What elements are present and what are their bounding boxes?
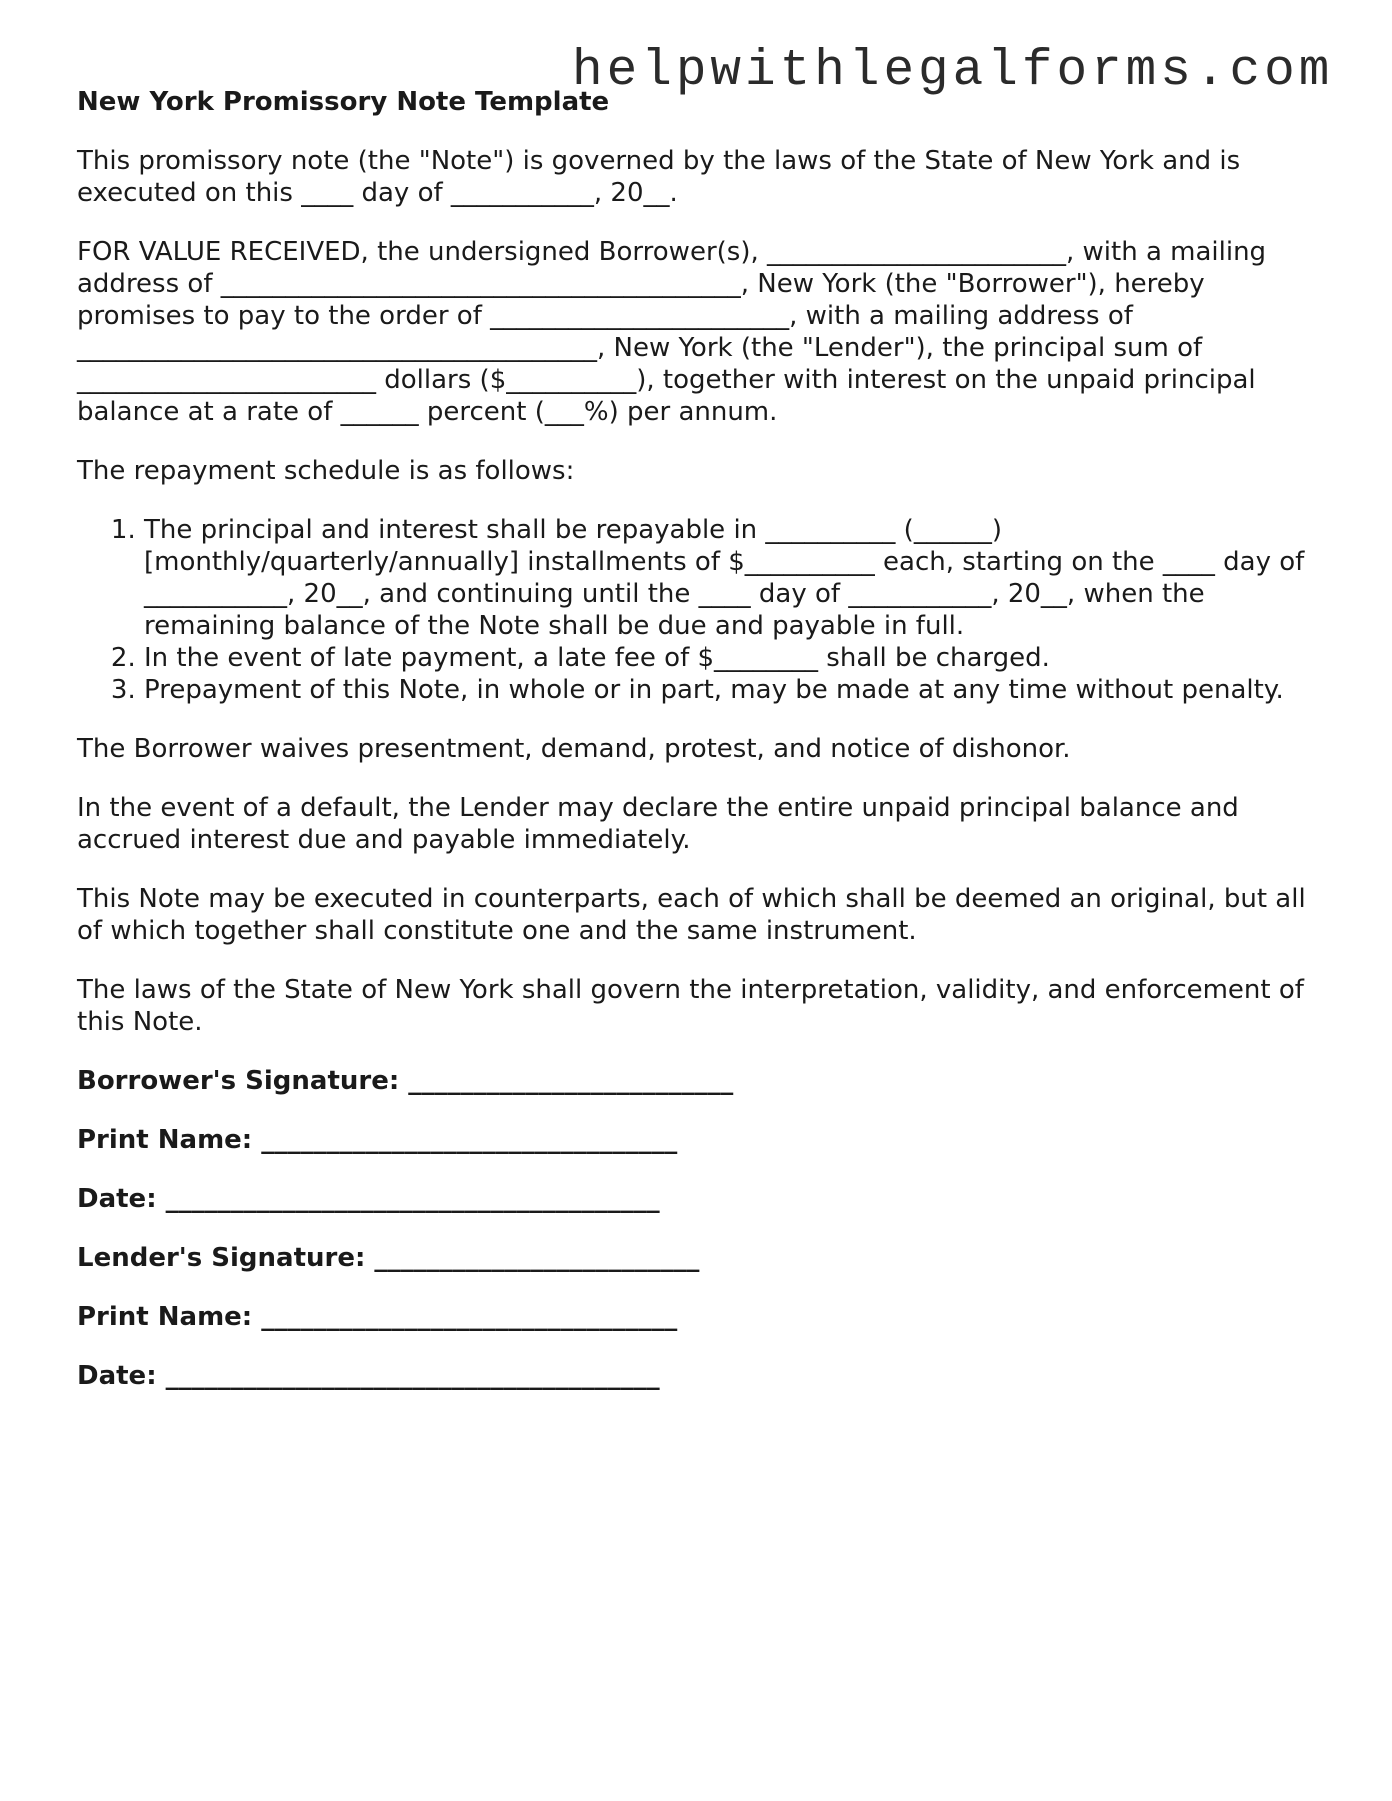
borrower-date-line[interactable]: Date: ______________________________________ <box>77 1184 660 1214</box>
lender-print-name-line[interactable]: Print Name: ________________________________ <box>77 1302 678 1332</box>
borrower-signature-line[interactable]: Borrower's Signature: _________________________ <box>77 1066 734 1096</box>
value-received-paragraph: FOR VALUE RECEIVED, the undersigned Borrower(s), _______________________, with a mailing address of ________________________________________, New York (the "Borrower"), hereby promises to pay to the order of _______________________, with a mailing address of ________________________________________, New York (the "Lender"), the principal sum of _______________________ dollars ($__________), together with interest on the unpaid principal balance at a rate of ______ percent (___%) per annum. <box>77 237 1267 427</box>
schedule-item-prepayment: 3. Prepayment of this Note, in whole or in part, may be made at any time without penalty. <box>144 674 1317 706</box>
repayment-schedule-list <box>77 514 1317 706</box>
waiver-paragraph: The Borrower waives presentment, demand, protest, and notice of dishonor. <box>77 734 1071 764</box>
site-watermark: helpwithlegalforms.com <box>572 43 1334 100</box>
counterparts-paragraph: This Note may be executed in counterparts, each of which shall be deemed an original, but all of which together shall constitute one and the same instrument. <box>77 884 1306 946</box>
schedule-item-late-fee: 2. In the event of late payment, a late fee of $________ shall be charged. <box>144 642 1317 674</box>
schedule-intro-paragraph: The repayment schedule is as follows: <box>77 456 575 486</box>
intro-paragraph: This promissory note (the "Note") is governed by the laws of the State of New York and is executed on this ____ day of ___________, 20__. <box>77 146 1241 208</box>
default-paragraph: In the event of a default, the Lender may declare the entire unpaid principal balance and accrued interest due and payable immediately. <box>77 793 1239 855</box>
lender-signature-line[interactable]: Lender's Signature: _________________________ <box>77 1243 700 1273</box>
lender-date-line[interactable]: Date: ______________________________________ <box>77 1361 660 1391</box>
document-body <box>77 86 1317 1419</box>
borrower-print-name-line[interactable]: Print Name: ________________________________ <box>77 1125 678 1155</box>
governing-law-paragraph: The laws of the State of New York shall govern the interpretation, validity, and enforcement of this Note. <box>77 975 1304 1037</box>
schedule-item-installments: 1. The principal and interest shall be repayable in __________ (______) [monthly/quarterly/annually] installments of $__________ each, starting on the ____ day of ___________, 20__, and continuing until the ____ day of ___________, 20__, when the remaining balance of the Note shall be due and payable in full. <box>144 514 1317 642</box>
document-title: New York Promissory Note Template <box>77 87 610 117</box>
